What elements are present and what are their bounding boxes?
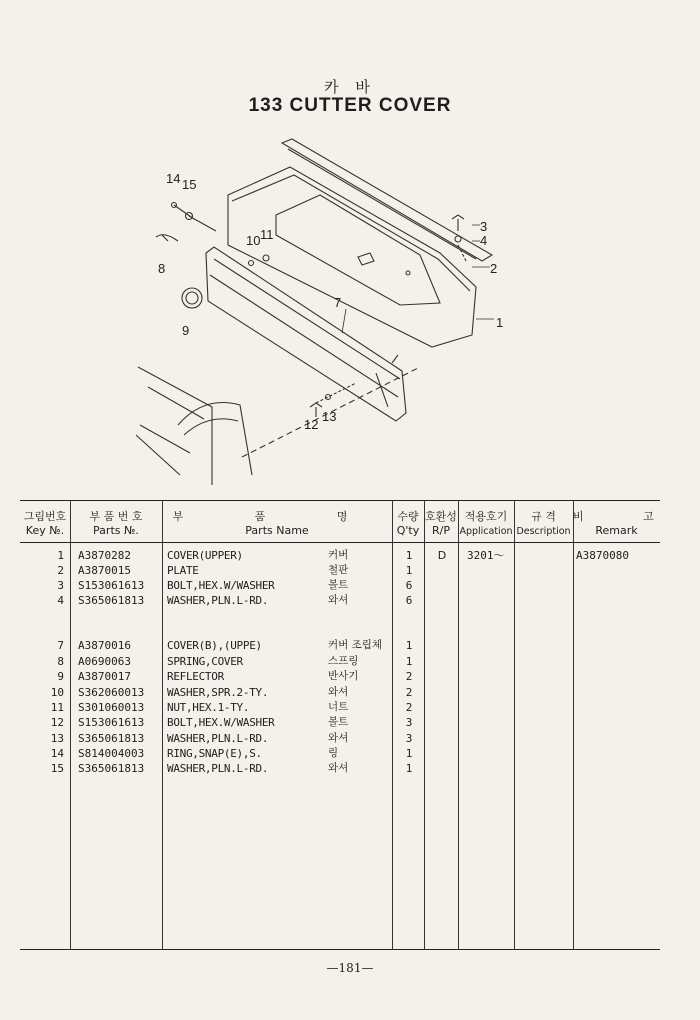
page-number: —181— xyxy=(326,961,374,975)
cell-part-no: S365061813 xyxy=(78,594,145,607)
cell-name-ko: 와셔 xyxy=(328,762,349,774)
callout-1: 1 xyxy=(496,315,504,330)
cell-name-ko: 커버 xyxy=(328,549,349,561)
cell-qty: 2 xyxy=(405,701,413,714)
table-row xyxy=(20,731,660,746)
page-title: 133 CUTTER COVER xyxy=(248,95,452,116)
cell-name-ko: 커버 조립체 xyxy=(328,639,383,651)
table-row xyxy=(20,685,660,700)
cell-name: SPRING,COVER xyxy=(167,655,243,668)
callout-7: 7 xyxy=(334,295,342,310)
cell-name-ko: 너트 xyxy=(328,701,349,713)
part-cover-upper xyxy=(228,167,476,347)
cell-name: WASHER,PLN.L-RD. xyxy=(167,594,269,607)
cell-name: WASHER,PLN.L-RD. xyxy=(167,762,269,775)
cell-name: REFLECTOR xyxy=(167,670,224,683)
cell-qty: 1 xyxy=(405,549,413,562)
callout-14: 14 xyxy=(166,171,181,186)
cell-name: RING,SNAP(E),S. xyxy=(167,747,262,760)
header-part-no: 부 품 번 호 Parts №. xyxy=(89,510,143,537)
header-description: 규 격 Description xyxy=(516,510,571,537)
cell-name: BOLT,HEX.W/WASHER xyxy=(167,716,275,729)
cell-qty: 3 xyxy=(405,716,413,729)
callout-10: 10 xyxy=(246,233,261,248)
cell-key: 11 xyxy=(50,701,64,714)
part-bolt-12 xyxy=(310,403,322,417)
cell-qty: 1 xyxy=(405,564,413,577)
cell-qty: 6 xyxy=(405,579,413,592)
cell-key: 14 xyxy=(50,747,64,760)
cell-part-no: S362060013 xyxy=(78,686,145,699)
part-plate-rail xyxy=(282,139,492,261)
callout-2: 2 xyxy=(490,261,498,276)
cell-key: 15 xyxy=(50,762,64,775)
cell-name: PLATE xyxy=(167,564,199,577)
part-washer-4 xyxy=(455,236,461,242)
cell-part-no: A3870015 xyxy=(78,564,131,577)
cell-name: COVER(UPPER) xyxy=(167,549,243,562)
cell-qty: 1 xyxy=(405,762,413,775)
cell-qty: 6 xyxy=(405,594,413,607)
cell-name-ko: 와셔 xyxy=(328,732,349,744)
cell-name-ko: 볼트 xyxy=(328,579,349,591)
cell-name-ko: 철판 xyxy=(328,564,349,576)
cell-part-no: S365061813 xyxy=(78,732,145,745)
table-row xyxy=(20,578,660,593)
part-spring xyxy=(156,235,178,241)
part-reflector xyxy=(182,288,202,308)
cell-name-ko: 볼트 xyxy=(328,716,349,728)
cell-part-no: A3870017 xyxy=(78,670,131,683)
cell-part-no: S301060013 xyxy=(78,701,145,714)
header-parts-name: 부 품 명 Parts Name xyxy=(172,510,382,537)
part-nut xyxy=(263,255,269,261)
part-bolt-3 xyxy=(452,215,464,231)
table-row xyxy=(20,715,660,730)
table-row xyxy=(20,654,660,669)
header-key: 그림번호 Key №. xyxy=(23,510,67,537)
table-row xyxy=(20,700,660,715)
cell-key: 1 xyxy=(57,549,64,562)
cell-key: 9 xyxy=(57,670,64,683)
exploded-parts-diagram xyxy=(120,135,560,485)
callout-13: 13 xyxy=(322,409,337,424)
cell-qty: 2 xyxy=(405,686,413,699)
cell-application: 3201～ xyxy=(467,549,505,562)
cell-part-no: A3870016 xyxy=(78,639,131,652)
callout-15: 15 xyxy=(182,177,197,192)
cell-name-ko: 링 xyxy=(328,747,339,759)
cell-key: 4 xyxy=(57,594,64,607)
cell-part-no: A0690063 xyxy=(78,655,131,668)
table-row xyxy=(20,638,660,653)
callout-3: 3 xyxy=(480,219,488,234)
cell-part-no: A3870282 xyxy=(78,549,131,562)
cell-qty: 1 xyxy=(405,655,413,668)
header-rp: 호환성 R/P xyxy=(425,510,457,537)
cell-rp: D xyxy=(437,549,447,562)
callout-9: 9 xyxy=(182,323,190,338)
cell-name: WASHER,SPR.2-TY. xyxy=(167,686,269,699)
cell-name-ko: 반사기 xyxy=(328,670,359,682)
cell-name: WASHER,PLN.L-RD. xyxy=(167,732,269,745)
cell-key: 7 xyxy=(57,639,64,652)
cell-part-no: S365061813 xyxy=(78,762,145,775)
table-row xyxy=(20,746,660,761)
part-washer-spr xyxy=(249,261,254,266)
cell-key: 13 xyxy=(50,732,64,745)
parts-table xyxy=(20,500,682,950)
cell-name-ko: 스프링 xyxy=(328,655,359,667)
callout-8: 8 xyxy=(158,261,166,276)
cell-name: BOLT,HEX.W/WASHER xyxy=(167,579,275,592)
cell-key: 2 xyxy=(57,564,64,577)
cell-part-no: S814004003 xyxy=(78,747,145,760)
cell-part-no: S153061613 xyxy=(78,579,145,592)
korean-title: 카 바 xyxy=(324,78,376,96)
cell-key: 12 xyxy=(50,716,64,729)
cell-name: COVER(B),(UPPE) xyxy=(167,639,262,652)
table-row xyxy=(20,593,660,608)
cell-part-no: S153061613 xyxy=(78,716,145,729)
callout-4: 4 xyxy=(480,233,488,248)
part-washer-13 xyxy=(326,395,331,400)
header-application: 적용호기 Application xyxy=(459,510,513,537)
cell-name-ko: 와셔 xyxy=(328,686,349,698)
cell-name: NUT,HEX.1-TY. xyxy=(167,701,250,714)
header-remark: 비 고 Remark xyxy=(573,510,682,537)
cell-remark: A3870080 xyxy=(576,549,629,562)
table-row xyxy=(20,548,660,563)
cell-key: 10 xyxy=(50,686,64,699)
cell-qty: 1 xyxy=(405,639,413,652)
table-row xyxy=(20,563,660,578)
cell-qty: 1 xyxy=(405,747,413,760)
cell-qty: 2 xyxy=(405,670,413,683)
cell-key: 3 xyxy=(57,579,64,592)
cell-qty: 3 xyxy=(405,732,413,745)
header-qty: 수량 Q'ty xyxy=(396,510,420,537)
frame-body xyxy=(136,367,212,485)
callout-12: 12 xyxy=(304,417,319,432)
table-row xyxy=(20,669,660,684)
cell-key: 8 xyxy=(57,655,64,668)
callout-11: 11 xyxy=(260,227,274,242)
cell-name-ko: 와셔 xyxy=(328,594,349,606)
table-row xyxy=(20,761,660,776)
